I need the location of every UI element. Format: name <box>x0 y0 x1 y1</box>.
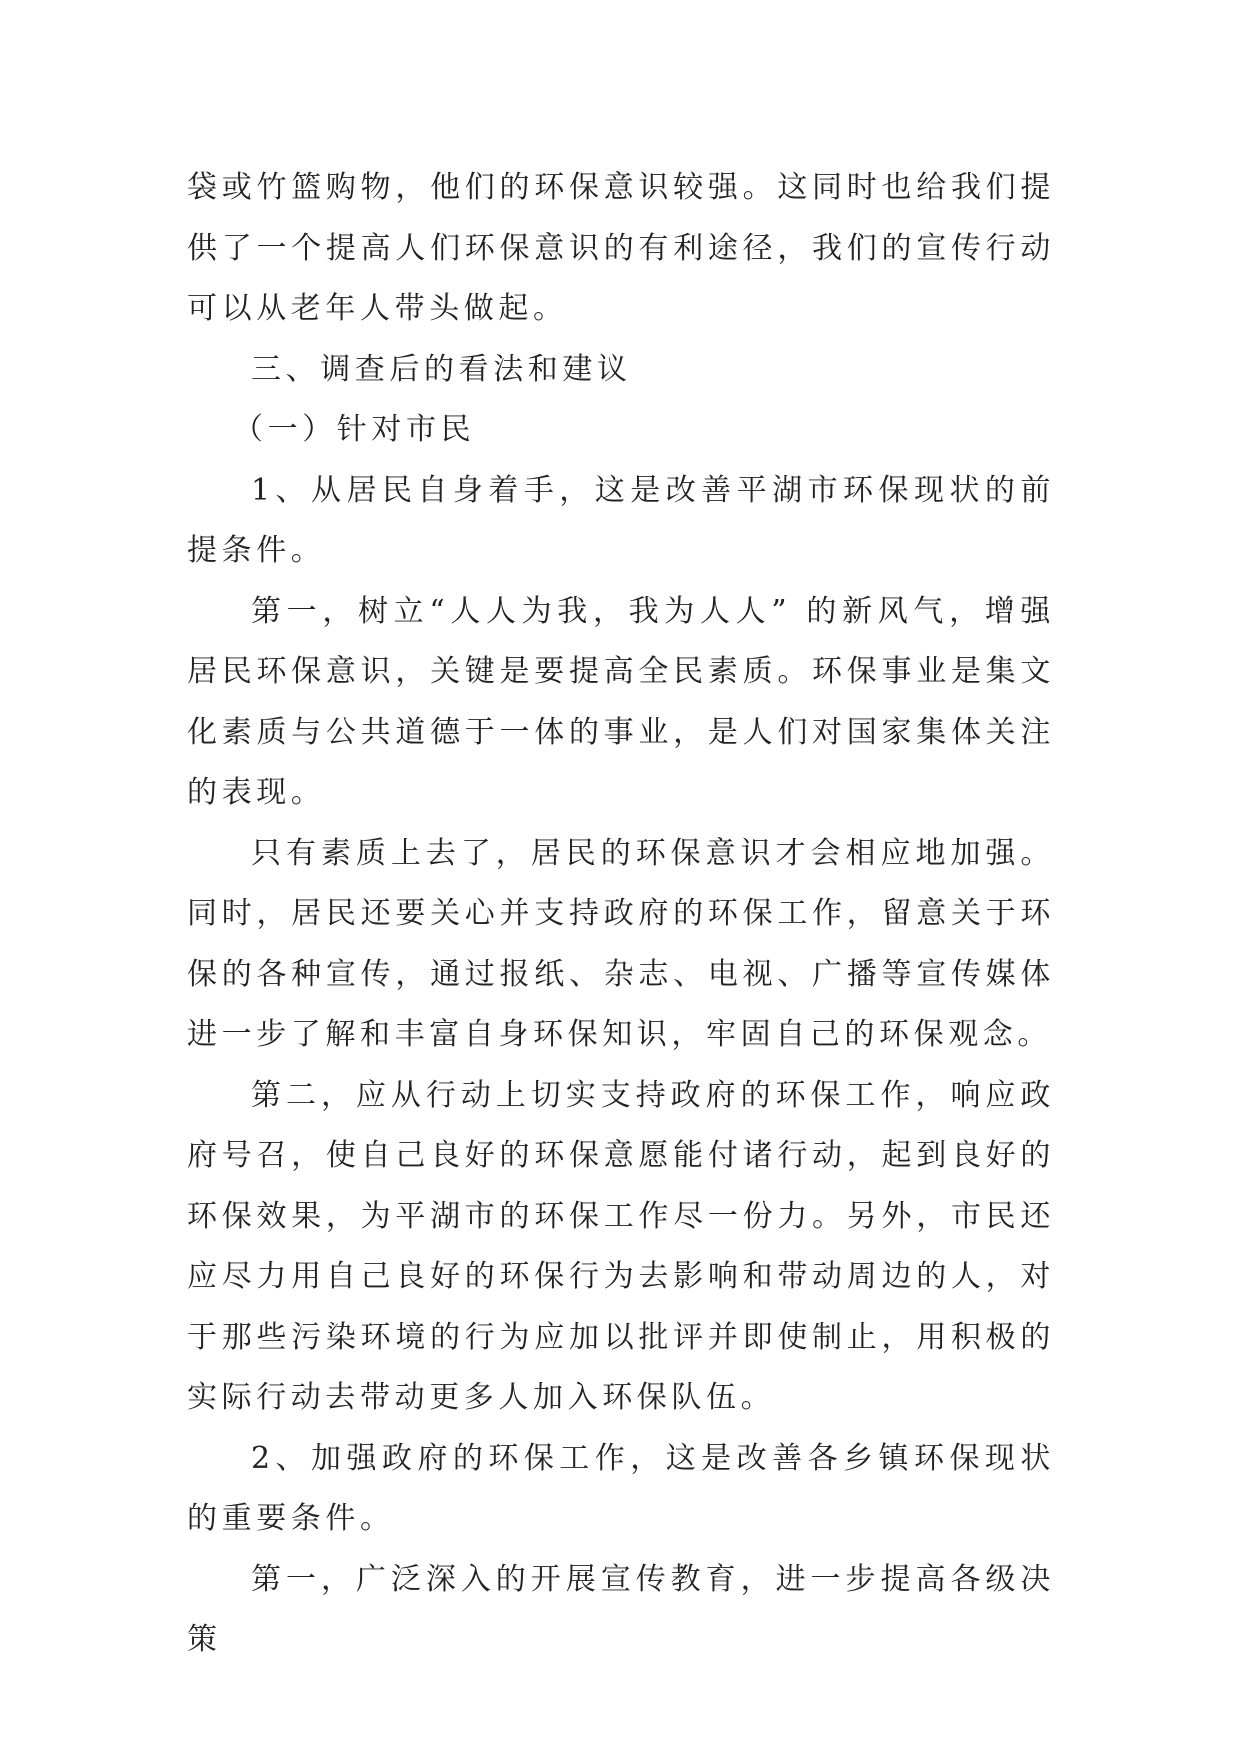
paragraph-second-point: 第二，应从行动上切实支持政府的环保工作，响应政府号召，使自己良好的环保意愿能付诸行动，起到良好的环保效果，为平湖市的环保工作尽一份力。另外，市民还应尽力用自己良好的环保行为去影响和带动周边的人，对于那些污染环境的行为应加以批评并即使制止，用积极的实际行动去带动更多人加入环保队伍。 <box>187 1077 1055 1415</box>
paragraph-quality: 只有素质上去了，居民的环保意识才会相应地加强。同时，居民还要关心并支持政府的环保工作，留意关于环保的各种宣传，通过报纸、杂志、电视、广播等宣传媒体进一步了解和丰富自身环保知识，牢固自己的环保观念。 <box>187 835 1055 1052</box>
paragraph-item-1: 1、从居民自身着手，这是改善平湖市环保现状的前提条件。 <box>187 472 1055 568</box>
subsection-heading: （一）针对市民 <box>233 412 476 447</box>
document-body <box>187 158 1055 1671</box>
paragraph-last: 第一，广泛深入的开展宣传教育，进一步提高各级决策 <box>187 1561 1055 1657</box>
paragraph-first-point: 第一，树立“人人为我，我为人人” 的新风气，增强居民环保意识，关键是要提高全民素质。环保事业是集文化素质与公共道德于一体的事业，是人们对国家集体关注的表现。 <box>187 593 1055 810</box>
paragraph-item-2: 2、加强政府的环保工作，这是改善各乡镇环保现状的重要条件。 <box>187 1440 1055 1536</box>
section-heading: 三、调查后的看法和建议 <box>251 351 632 387</box>
paragraph-continuation: 袋或竹篮购物，他们的环保意识较强。这同时也给我们提供了一个提高人们环保意识的有利途径，我们的宣传行动可以从老年人带头做起。 <box>187 170 1055 326</box>
